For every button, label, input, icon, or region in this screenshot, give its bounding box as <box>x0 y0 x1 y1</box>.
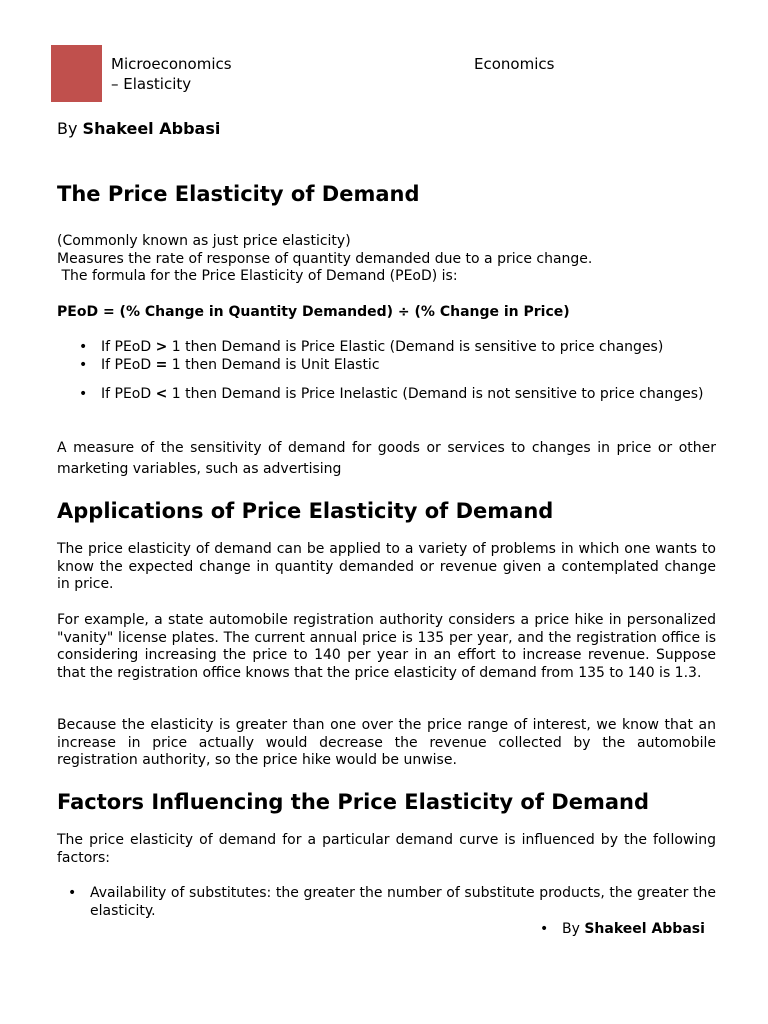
list-item: • Availability of substitutes: the greater the number of substitute products, the greater the elasticity. <box>90 885 716 920</box>
byline-prefix: By <box>57 119 78 138</box>
header-topic-line1: Microeconomics <box>111 55 232 73</box>
elasticity-rules-list-a <box>101 339 716 374</box>
section2-paragraph-3: Because the elasticity is greater than one over the price range of interest, we know that an increase in price actually would decrease the revenue collected by the automobile registration authority, so the price hike would be unwise. <box>57 717 716 769</box>
peod-formula: PEoD = (% Change in Quantity Demanded) ÷ (% Change in Price) <box>57 304 570 320</box>
section3-title: Factors Influencing the Price Elasticity of Demand <box>57 790 649 814</box>
byline <box>57 118 220 140</box>
list-item <box>562 921 732 939</box>
section1-intro-line2: Measures the rate of response of quantity demanded due to a price change. <box>57 250 593 267</box>
rule-operator: = <box>155 356 168 373</box>
header-subject: Economics <box>474 55 555 73</box>
header-topic <box>111 54 331 94</box>
rule-text: 1 then Demand is Unit Elastic <box>167 356 380 373</box>
section2-title: Applications of Price Elasticity of Demand <box>57 499 554 523</box>
rule-text: If PEoD <box>101 356 156 373</box>
section1-intro <box>57 233 716 286</box>
footer-byline-list <box>562 921 732 939</box>
section2-paragraph-2: For example, a state automobile registration authority considers a price hike in personalized "vanity" license plates. The current annual price is 135 per year, and the registration office is considering increasing the price to 140 per year in an effort to increase revenue. Suppose that the registration office knows that the price elasticity of demand from 135 to 140 is 1.3. <box>57 612 716 681</box>
rule-operator: > <box>155 339 168 355</box>
section3-intro: The price elasticity of demand for a particular demand curve is influenced by the following factors: <box>57 832 716 866</box>
list-item <box>101 386 716 404</box>
section1-intro-line1: (Commonly known as just price elasticity) <box>57 233 351 249</box>
section1-intro-line3: The formula for the Price Elasticity of Demand (PEoD) is: <box>57 268 458 285</box>
rule-text: 1 then Demand is Price Elastic (Demand is sensitive to price changes) <box>167 339 664 355</box>
byline-author: Shakeel Abbasi <box>82 119 221 138</box>
list-item <box>101 357 716 375</box>
header-color-block <box>51 45 102 102</box>
rule-text: If PEoD <box>101 386 156 402</box>
section1-title: The Price Elasticity of Demand <box>57 182 420 206</box>
rule-operator: < <box>155 386 168 402</box>
list-item <box>101 339 716 357</box>
footer-byline-prefix: By <box>562 921 580 937</box>
factors-list <box>90 885 716 920</box>
footer-byline-author: Shakeel Abbasi <box>584 921 705 937</box>
rule-text: 1 then Demand is Price Inelastic (Demand is not sensitive to price changes) <box>167 386 704 402</box>
elasticity-rules-list-b <box>101 386 716 404</box>
section2-paragraph-1: The price elasticity of demand can be applied to a variety of problems in which one wants to know the expected change in quantity demanded or revenue given a contemplated change in price. <box>57 541 716 593</box>
rule-text: If PEoD <box>101 339 156 355</box>
header-topic-line2: – Elasticity <box>111 75 192 93</box>
section1-measure: A measure of the sensitivity of demand for goods or services to changes in price or other marketing variables, such as advertising <box>57 440 716 477</box>
